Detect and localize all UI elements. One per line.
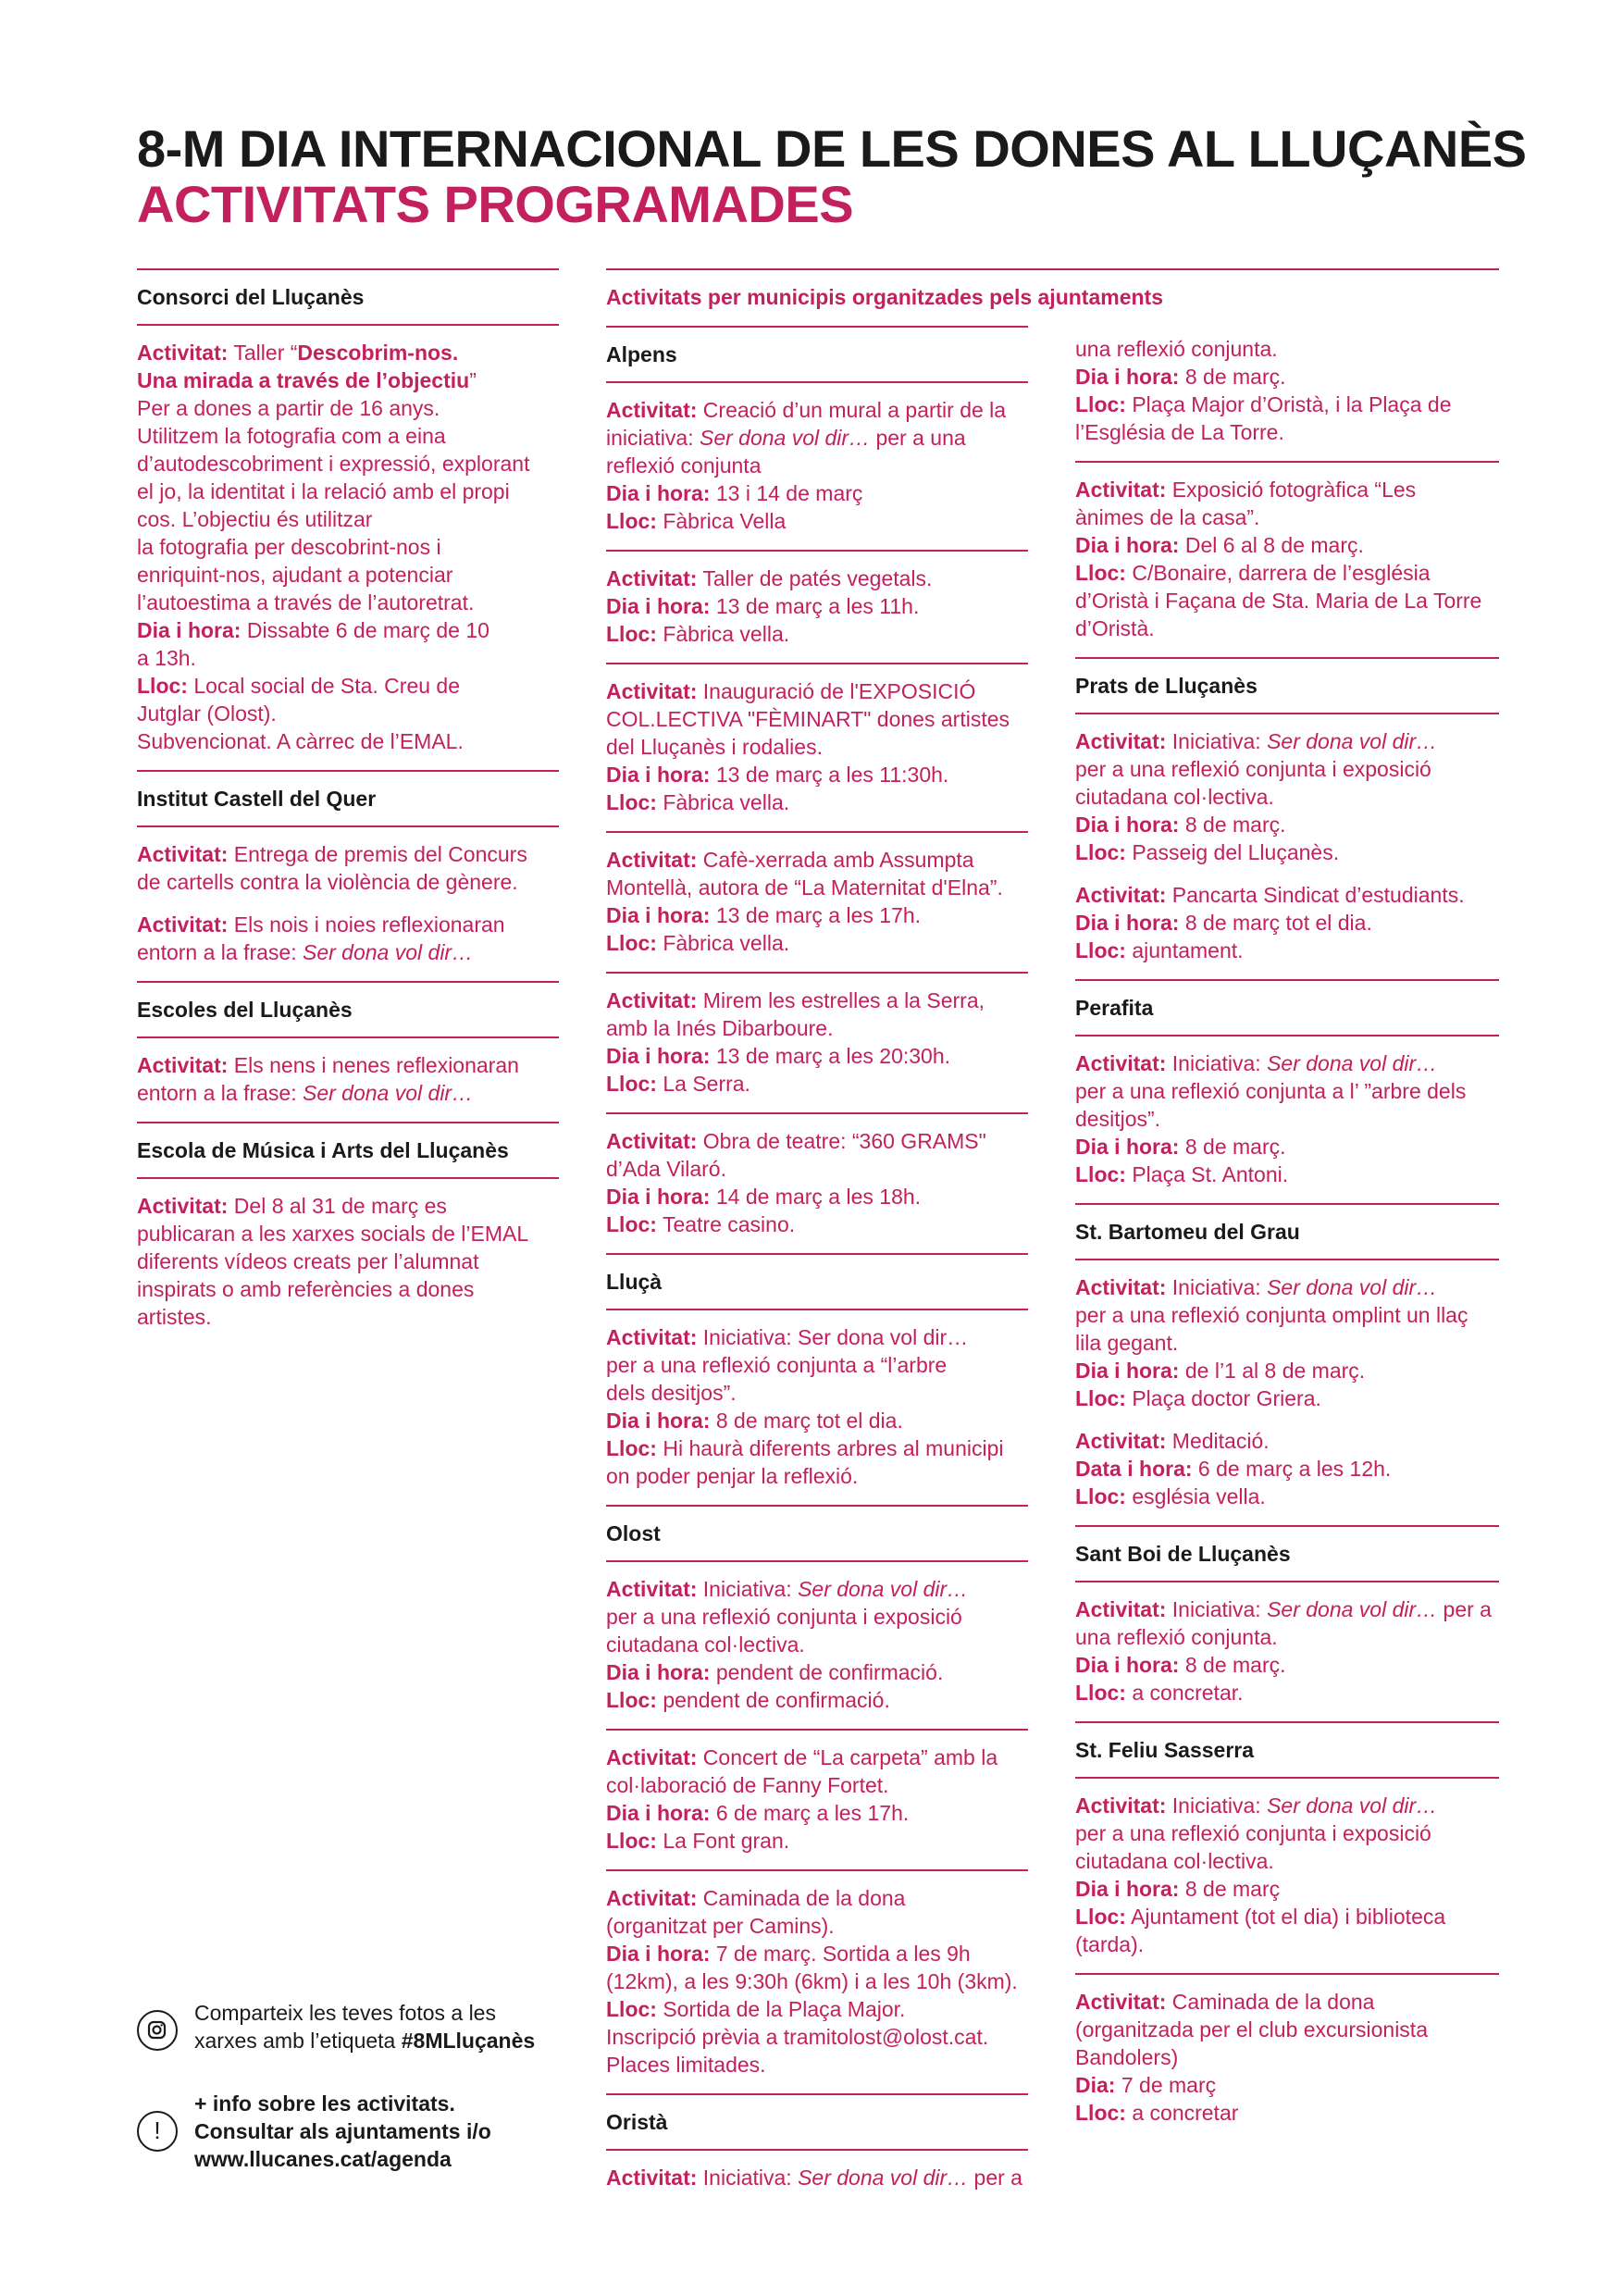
share-text-2: xarxes amb l’etiqueta #8MLluçanès — [194, 2029, 536, 2053]
activity-alpens-2: Activitat: Taller de patés vegetals. Dia i hora: 13 de març a les 11h. Lloc: Fàbrica vella. — [606, 550, 1028, 663]
municipi-header-prats: Prats de Lluçanès — [1075, 657, 1499, 713]
section-header-consorci: Consorci del Lluçanès — [137, 268, 559, 324]
activity-escola-musica-1: Activitat: Del 8 al 31 de març es publicaran a les xarxes socials de l’EMAL diferents vídeos creats per l’alumnat inspirats o amb referències a dones artistes. — [137, 1177, 559, 1346]
share-text-1: Comparteix les teves fotos a les — [194, 2001, 496, 2025]
municipi-header-orista: Oristà — [606, 2093, 1028, 2149]
municipis-header: Activitats per municipis organitzades pels ajuntaments — [606, 268, 1499, 322]
middle-column — [606, 326, 1028, 2206]
municipi-header-olost: Olost — [606, 1505, 1028, 1560]
activity-alpens-6: Activitat: Obra de teatre: “360 GRAMS" d’Ada Vilaró. Dia i hora: 14 de març a les 18h. Lloc: Teatre casino. — [606, 1112, 1028, 1253]
instagram-icon — [137, 2010, 178, 2051]
share-block — [137, 1999, 563, 2064]
municipi-header-feliu: St. Feliu Sasserra — [1075, 1721, 1499, 1777]
info-block — [137, 2090, 563, 2182]
activity-orista-1-start: Activitat: Iniciativa: Ser dona vol dir… per a — [606, 2149, 1028, 2206]
activity-prats-1: Activitat: Iniciativa: Ser dona vol dir… per a una reflexió conjunta i exposició ciutadana col·lectiva. Dia i hora: 8 de març. Lloc: Passeig del Lluçanès. — [1075, 713, 1499, 881]
page-subtitle: ACTIVITATS PROGRAMADES — [137, 175, 854, 233]
section-header-escola-musica: Escola de Música i Arts del Lluçanès — [137, 1122, 559, 1177]
info-text-2: Consultar als ajuntaments i/o — [194, 2119, 491, 2143]
activity-santboi-1: Activitat: Iniciativa: Ser dona vol dir… per a una reflexió conjunta. Dia i hora: 8 de març. Lloc: a concretar. — [1075, 1581, 1499, 1721]
municipis-header-block — [606, 268, 1499, 322]
activity-olost-2: Activitat: Concert de “La carpeta” amb la col·laboració de Fanny Fortet. Dia i hora: 6 de març a les 17h. Lloc: La Font gran. — [606, 1729, 1028, 1869]
activity-bartomeu-1: Activitat: Iniciativa: Ser dona vol dir… per a una reflexió conjunta omplint un llaç lila gegant. Dia i hora: de l’1 al 8 de març. Lloc: Plaça doctor Griera. — [1075, 1259, 1499, 1427]
left-column — [137, 268, 559, 1346]
municipi-header-alpens: Alpens — [606, 326, 1028, 381]
activity-institut-2: Activitat: Els nois i noies reflexionaran entorn a la frase: Ser dona vol dir… — [137, 912, 505, 964]
municipi-header-perafita: Perafita — [1075, 979, 1499, 1035]
activity-consorci-1: Activitat: Taller “Descobrim-nos. Una mirada a través de l’objectiu” Per a dones a partir de 16 anys. Utilitzem la fotografia com a eina d’autodescobriment i expressió, explorant el jo, la identitat i la relació amb el propi cos. L’objectiu és utilitzar la fotografia per descobrint-nos i enriquint-nos, ajudant a potenciar l’autoestima a través de l’autoretrat. Dia i hora: Dissabte 6 de març de 10 a 13h. Lloc: Local social de Sta. Creu de Jutglar (Olost). Subvencionat. A càrrec de l’EMAL. — [137, 324, 559, 770]
municipi-header-santboi: Sant Boi de Lluçanès — [1075, 1525, 1499, 1581]
label-activitat: Activitat: — [137, 341, 229, 365]
activity-lluca-1: Activitat: Iniciativa: Ser dona vol dir… per a una reflexió conjunta a “l’arbre dels desitjos”. Dia i hora: 8 de març tot el dia. Lloc: Hi haurà diferents arbres al municipi on poder penjar la reflexió. — [606, 1309, 1028, 1505]
page-title: 8-M DIA INTERNACIONAL DE LES DONES AL LLUÇANÈS — [137, 119, 1527, 178]
hashtag: #8MLluçanès — [401, 2029, 536, 2053]
activity-feliu-2: Activitat: Caminada de la dona (organitzada per el club excursionista Bandolers) Dia: 7 de març Lloc: a concretar — [1075, 1973, 1499, 2141]
activity-olost-1: Activitat: Iniciativa: Ser dona vol dir… per a una reflexió conjunta i exposició ciutadana col·lectiva. Dia i hora: pendent de confirmació. Lloc: pendent de confirmació. — [606, 1560, 1028, 1729]
activity-alpens-4: Activitat: Cafè-xerrada amb Assumpta Montellà, autora de “La Maternitat d'Elna”. Dia i hora: 13 de març a les 17h. Lloc: Fàbrica vella. — [606, 831, 1028, 972]
activity-alpens-1: Activitat: Creació d’un mural a partir de la iniciativa: Ser dona vol dir… per a una reflexió conjunta Dia i hora: 13 i 14 de març Lloc: Fàbrica Vella — [606, 381, 1028, 550]
activity-feliu-1: Activitat: Iniciativa: Ser dona vol dir… per a una reflexió conjunta i exposició ciutadana col·lectiva. Dia i hora: 8 de març Lloc: Ajuntament (tot el dia) i biblioteca (tarda). — [1075, 1777, 1499, 1973]
activity-escoles-1: Activitat: Els nens i nenes reflexionaran entorn a la frase: Ser dona vol dir… — [137, 1036, 559, 1122]
activity-prats-2: Activitat: Pancarta Sindicat d’estudiants. Dia i hora: 8 de març tot el dia. Lloc: ajuntament. — [1075, 883, 1465, 962]
exclamation-icon: ! — [137, 2111, 178, 2152]
activity-institut-1: Activitat: Entrega de premis del Concurs de cartells contra la violència de gènere. — [137, 825, 559, 911]
agenda-link[interactable]: www.llucanes.cat/agenda — [194, 2147, 452, 2171]
section-header-escoles: Escoles del Lluçanès — [137, 981, 559, 1036]
municipi-header-bartomeu: St. Bartomeu del Grau — [1075, 1203, 1499, 1259]
activity-perafita-1: Activitat: Iniciativa: Ser dona vol dir… per a una reflexió conjunta a l’ ”arbre dels desitjos”. Dia i hora: 8 de març. Lloc: Plaça St. Antoni. — [1075, 1035, 1499, 1203]
activity-orista-2: Activitat: Exposició fotogràfica “Les ànimes de la casa”. Dia i hora: Del 6 al 8 de març. Lloc: C/Bonaire, darrera de l’església d’Oristà i Façana de Sta. Maria de La Torre d’Oristà. — [1075, 461, 1499, 657]
activity-orista-1-cont: una reflexió conjunta. Dia i hora: 8 de març. Lloc: Plaça Major d’Oristà, i la Plaça de l’Església de La Torre. — [1075, 337, 1452, 444]
info-text-1: + info sobre les activitats. — [194, 2091, 455, 2116]
activity-alpens-5: Activitat: Mirem les estrelles a la Serra, amb la Inés Dibarboure. Dia i hora: 13 de març a les 20:30h. Lloc: La Serra. — [606, 972, 1028, 1112]
municipi-header-lluca: Lluçà — [606, 1253, 1028, 1309]
activity-alpens-3: Activitat: Inauguració de l'EXPOSICIÓ COL.LECTIVA "FÈMINART" dones artistes del Lluçanès i rodalies. Dia i hora: 13 de març a les 11:30h. Lloc: Fàbrica vella. — [606, 663, 1028, 831]
activity-bartomeu-2: Activitat: Meditació. Data i hora: 6 de març a les 12h. Lloc: església vella. — [1075, 1429, 1392, 1508]
activity-olost-3: Activitat: Caminada de la dona (organitzat per Camins). Dia i hora: 7 de març. Sortida a les 9h (12km), a les 9:30h (6km) i a les 10h (3km). Lloc: Sortida de la Plaça Major. Inscripció prèvia a tramitolost@olost.cat. Places limitades. — [606, 1869, 1028, 2093]
section-header-institut: Institut Castell del Quer — [137, 770, 559, 825]
right-column — [1075, 326, 1499, 2141]
